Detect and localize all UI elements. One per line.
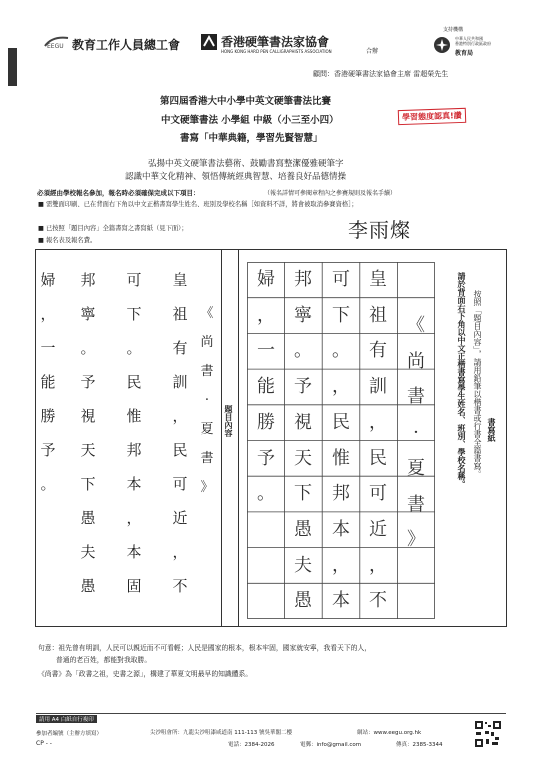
text-char: 寧 [80, 305, 96, 323]
text-char: 愚 [80, 509, 96, 527]
footer-fax: 傳真：2385-3344 [396, 742, 443, 748]
handwritten-char: 能 [257, 376, 275, 398]
text-char: · [204, 393, 210, 408]
handwritten-char: 邦 [294, 269, 312, 290]
handwritten-char: 夏 [407, 457, 425, 479]
handwritten-char: 可 [369, 483, 387, 505]
translation-line1: 句意：祖先曾有明訓，人民可以親近而不可看輕；人民是國家的根本，根本牢固，國家就安寧，我看天下的人， [38, 644, 372, 652]
handwritten-char: 邦 [332, 483, 350, 505]
text-char: ， [126, 509, 142, 527]
text-char: 書 [200, 451, 214, 466]
text-char: 不 [172, 577, 188, 595]
text-char: 可 [172, 475, 188, 493]
rules-item3: ■ 報名表及報名費。 [38, 237, 97, 244]
handwritten-char: 書 [407, 493, 425, 515]
text-char: ， [40, 305, 56, 323]
title-line3: 書寫「中華典籍，學習先賢智慧」 [180, 133, 323, 144]
text-char: 惟 [126, 407, 142, 425]
text-char: 近 [172, 509, 188, 527]
text-column-3 [73, 263, 103, 603]
text-char: 書 [200, 364, 214, 379]
topic-text-block [35, 249, 221, 627]
handwritten-column-5 [247, 262, 285, 512]
text-char: 下 [80, 475, 96, 493]
handwritten-char: 有 [369, 340, 387, 362]
rules-heading-note: （報名詳情可參閱章程內之參賽規則及報名手續） [264, 190, 397, 197]
org2-english: HONG KONG HARD PEN CALLIGRAPHISTS ASSOCIATION [221, 49, 332, 54]
text-char: 一 [40, 339, 56, 357]
text-char: 予 [40, 441, 56, 459]
text-char: 本 [126, 475, 142, 493]
text-char: 邦 [80, 271, 96, 289]
text-char: 皇 [172, 271, 188, 289]
text-char: 固 [126, 577, 142, 595]
text-char: 能 [40, 373, 56, 391]
text-char: 》 [200, 480, 214, 495]
handwritten-char: 可 [332, 269, 350, 290]
title-line1: 第四屆香港大中小學中英文硬筆書法比賽 [160, 96, 332, 107]
text-char: 民 [172, 441, 188, 459]
handwritten-char: ， [257, 304, 275, 326]
text-char: 夏 [200, 422, 214, 437]
text-char: 愚 [80, 577, 96, 595]
handwritten-char: 愚 [294, 590, 312, 612]
text-char: 天 [80, 441, 96, 459]
handwritten-column-2 [359, 262, 397, 619]
handwritten-char: 尚 [407, 350, 425, 372]
text-char: 婦 [40, 271, 56, 289]
handwritten-char: 書 [407, 386, 425, 408]
handwritten-char: 予 [257, 447, 275, 469]
handwritten-char: 夫 [294, 554, 312, 576]
student-name-handwritten: 李雨燦 [348, 218, 411, 242]
praise-stamp: 學習態度認真!讚 [398, 108, 466, 125]
adviser-line: 顧問：香港硬筆書法家協會主席 雷超榮先生 [313, 70, 449, 78]
text-char: ， [172, 407, 188, 425]
footer-website[interactable]: 網站：www.eegu.org.hk [357, 730, 422, 736]
text-column-1 [165, 263, 195, 603]
text-char: 勝 [40, 407, 56, 425]
text-char: ， [172, 543, 188, 561]
support-label: 支持機構 [443, 27, 464, 33]
margin-mark [8, 48, 17, 86]
handwritten-char: 予 [294, 376, 312, 398]
text-char: 本 [126, 543, 142, 561]
section-divider-right [238, 249, 239, 627]
text-char: 有 [172, 339, 188, 357]
rules-heading: 必須經由學校報名參加，報名時必須確保完成以下項目： [37, 189, 200, 197]
text-char: 《 [200, 306, 214, 321]
text-char: 夫 [80, 543, 96, 561]
paper-note: 請用 A4 白紙自行複印 [36, 715, 97, 723]
text-char: 可 [126, 271, 142, 289]
handwritten-char: 本 [332, 590, 350, 612]
handwritten-char: 民 [332, 411, 350, 433]
rules-item1: ■ 需雙面印刷、已在背面右下角以中文正楷書寫學生姓名、班別及學校名稱［如資料不詳，將會被取消參賽資格］； [38, 201, 358, 208]
handwritten-char: 》 [407, 529, 425, 551]
rules-item2: ■ 已按照「題目內容」全篇書寫之書寫紙（見下面）； [38, 225, 188, 232]
translation-line3: 《尚書》為「政書之祖，史書之源」，構建了華夏文明最早的知識體系。 [38, 670, 253, 678]
text-char: 視 [80, 407, 96, 425]
handwritten-char: 寧 [294, 304, 312, 326]
handwritten-char: 《 [407, 315, 425, 336]
co-organize-label: 合辦 [366, 48, 379, 55]
instruction-line1: 按照「題目內容」，請用鉛筆以楷書或行書全篇書寫。 [473, 290, 482, 478]
footer-address: 尖沙咀會所：九龍尖沙咀漆咸道南 111-113 號吳華閣二樓 [150, 730, 292, 736]
handwritten-char: ， [332, 554, 350, 576]
text-char: 尚 [200, 335, 214, 350]
text-column-title [193, 299, 221, 502]
handwritten-char: 近 [369, 518, 387, 540]
aims-line1: 弘揚中英文硬筆書法藝術、鼓勵書寫整潔優雅硬筆字 [148, 159, 344, 169]
handwritten-char: 。 [294, 340, 312, 362]
handwritten-char: 。 [257, 483, 275, 505]
handwritten-char: 視 [294, 411, 312, 433]
paper-label: 書寫紙 [487, 418, 496, 442]
handwritten-char: 天 [294, 447, 312, 469]
text-char: 訓 [172, 373, 188, 391]
eegu-logo [44, 34, 70, 50]
support-org: 教育局 [455, 50, 474, 57]
handwritten-char: ， [369, 554, 387, 576]
svg-text:EEGU: EEGU [47, 43, 64, 50]
handwritten-char: 下 [294, 483, 312, 505]
handwritten-char: ， [332, 376, 350, 398]
ref-value: CP - - [36, 740, 52, 747]
handwritten-char: 下 [332, 304, 350, 326]
qr-code[interactable] [474, 720, 502, 748]
hkhpca-logo [200, 33, 218, 51]
hk-government-logo [433, 36, 451, 54]
text-column-4 [33, 263, 63, 501]
translation-line2: 普通的老百姓，都能對我取勝。 [56, 656, 152, 664]
section-divider-left [221, 249, 222, 627]
handwritten-char: 民 [369, 447, 387, 469]
topic-label: 題目內容 [224, 405, 233, 437]
handwritten-char: 本 [332, 518, 350, 540]
footer-divider [36, 713, 506, 714]
handwritten-char: 惟 [332, 447, 350, 469]
handwritten-char: 祖 [369, 304, 387, 326]
footer-email: 電郵：info@gmail.com [300, 742, 362, 748]
text-char: 予 [80, 373, 96, 391]
text-char: 邦 [126, 441, 142, 459]
handwritten-char: 一 [257, 340, 275, 362]
handwriting-grid [247, 262, 435, 619]
footer-phone: 電話：2384-2026 [228, 742, 275, 748]
handwritten-char: 不 [369, 590, 387, 612]
handwritten-char: 訓 [369, 376, 387, 398]
handwritten-char: 皇 [369, 269, 387, 290]
handwritten-char: 。 [332, 340, 350, 362]
text-char: 。 [126, 339, 142, 357]
text-char: 下 [126, 305, 142, 323]
handwritten-column-1 [397, 308, 435, 558]
text-char: 祖 [172, 305, 188, 323]
text-char: 。 [40, 475, 56, 493]
handwritten-column-4 [284, 262, 322, 619]
text-char: 民 [126, 373, 142, 391]
handwritten-char: 愚 [294, 518, 312, 540]
handwritten-char: 勝 [257, 411, 275, 433]
handwritten-column-3 [322, 262, 360, 619]
support-sub: 中華人民共和國 香港特別行政區政府 [455, 36, 491, 46]
handwritten-char: · [413, 422, 419, 444]
title-line2: 中文硬筆書法 小學組 中級（小三至小四） [161, 115, 339, 126]
handwritten-char: 婦 [257, 269, 275, 290]
aims-line2: 認識中華文化精神、領悟傳統經典智慧、培養良好品德情操 [125, 172, 347, 182]
handwritten-char: ， [369, 411, 387, 433]
org2-name: 香港硬筆書法家協會 [221, 35, 330, 49]
ref-label: 參加者編號（主辦方填寫） [36, 731, 103, 737]
text-column-2 [119, 263, 149, 603]
org1-name: 教育工作人員總工會 [72, 38, 181, 52]
text-char: 。 [80, 339, 96, 357]
instruction-line2: 請於背面右下角以中文正楷書寫學生姓名、班別、學校名稱。 [457, 272, 466, 488]
